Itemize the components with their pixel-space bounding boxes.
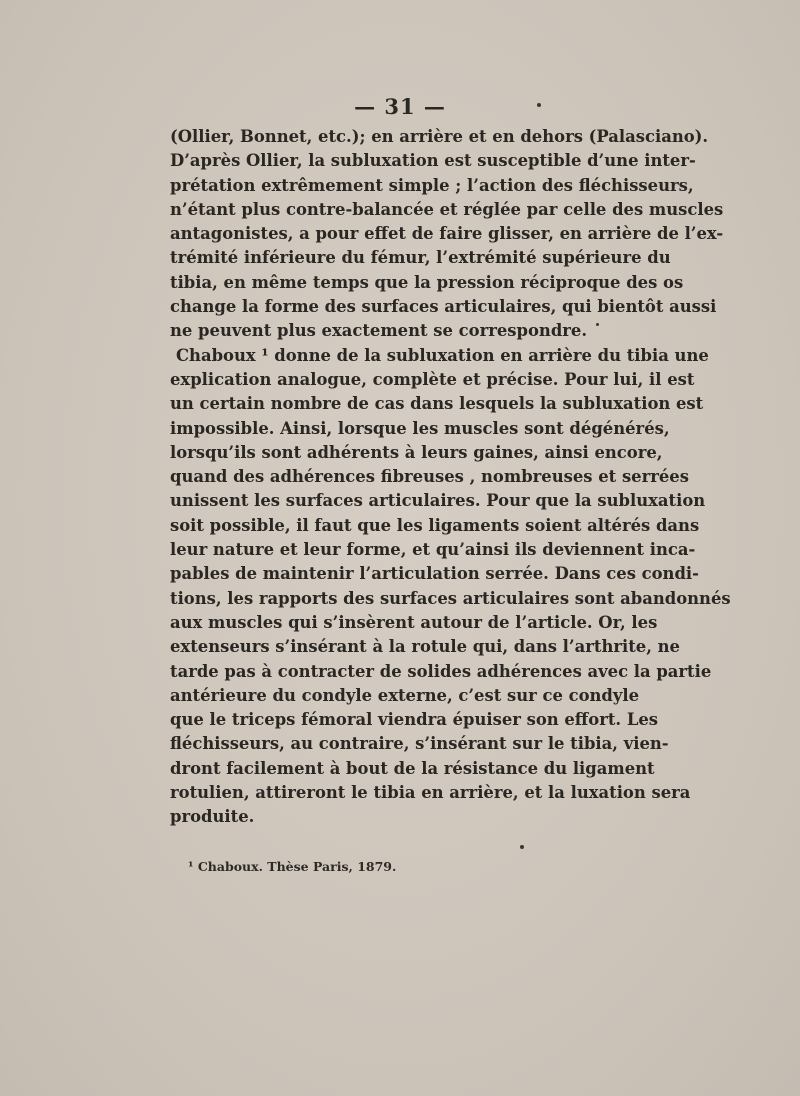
text-line: un certain nombre de cas dans lesquels la subluxation est (170, 394, 704, 414)
text-line: D’après Ollier, la subluxation est susceptible d’une inter- (170, 151, 696, 171)
text-line: Chaboux ¹ donne de la subluxation en arrière du tibia une (176, 345, 709, 365)
text-line: produite. (170, 807, 255, 827)
text-line: pables de maintenir l’articulation serrée. Dans ces condi- (170, 564, 699, 584)
text-line: dront facilement à bout de la résistance du ligament (170, 758, 655, 778)
text-line: que le triceps fémoral viendra épuiser son effort. Les (170, 710, 658, 730)
text-line: explication analogue, complète et précise. Pour lui, il est (170, 369, 695, 389)
text-line: antérieure du condyle externe, c’est sur ce condyle (170, 685, 640, 705)
text-line: tarde pas à contracter de solides adhérences avec la partie (170, 661, 712, 681)
text-line: leur nature et leur forme, et qu’ainsi ils deviennent inca- (170, 540, 696, 560)
text-line: lorsqu’ils sont adhérents à leurs gaines, ainsi encore, (170, 442, 663, 462)
body-text (170, 125, 731, 830)
footnote: ¹ Chaboux. Thèse Paris, 1879. (188, 859, 397, 874)
text-line: quand des adhérences fibreuses , nombreuses et serrées (170, 467, 689, 487)
text-line: fléchisseurs, au contraire, s’insérant sur le tibia, vien- (170, 734, 669, 754)
text-line: ne peuvent plus exactement se correspondre. (170, 321, 588, 341)
text-line: n’étant plus contre-balancée et réglée par celle des muscles (170, 199, 724, 219)
text-line: prétation extrêmement simple ; l’action des fléchisseurs, (170, 175, 694, 195)
text-line: unissent les surfaces articulaires. Pour que la subluxation (170, 491, 706, 511)
text-line: trémité inférieure du fémur, l’extrémité supérieure du (170, 248, 671, 268)
text-line: tibia, en même temps que la pression réciproque des os (170, 272, 684, 292)
page-number: — 31 — (354, 94, 446, 119)
text-line: tions, les rapports des surfaces articulaires sont abandonnés (170, 588, 731, 608)
text-line: rotulien, attireront le tibia en arrière, et la luxation sera (170, 783, 691, 803)
text-line: change la forme des surfaces articulaires, qui bientôt aussi (170, 297, 717, 317)
text-line: soit possible, il faut que les ligaments soient altérés dans (170, 515, 700, 535)
ink-speck (537, 103, 541, 107)
text-line: impossible. Ainsi, lorsque les muscles sont dégénérés, (170, 418, 670, 438)
text-line: antagonistes, a pour effet de faire glisser, en arrière de l’ex- (170, 224, 724, 244)
text-line: aux muscles qui s’insèrent autour de l’article. Or, les (170, 612, 658, 632)
ink-speck (520, 845, 524, 849)
text-line: (Ollier, Bonnet, etc.); en arrière et en dehors (Palasciano). (170, 127, 709, 146)
text-line: extenseurs s’insérant à la rotule qui, dans l’arthrite, ne (170, 637, 680, 657)
ink-speck (596, 323, 599, 326)
